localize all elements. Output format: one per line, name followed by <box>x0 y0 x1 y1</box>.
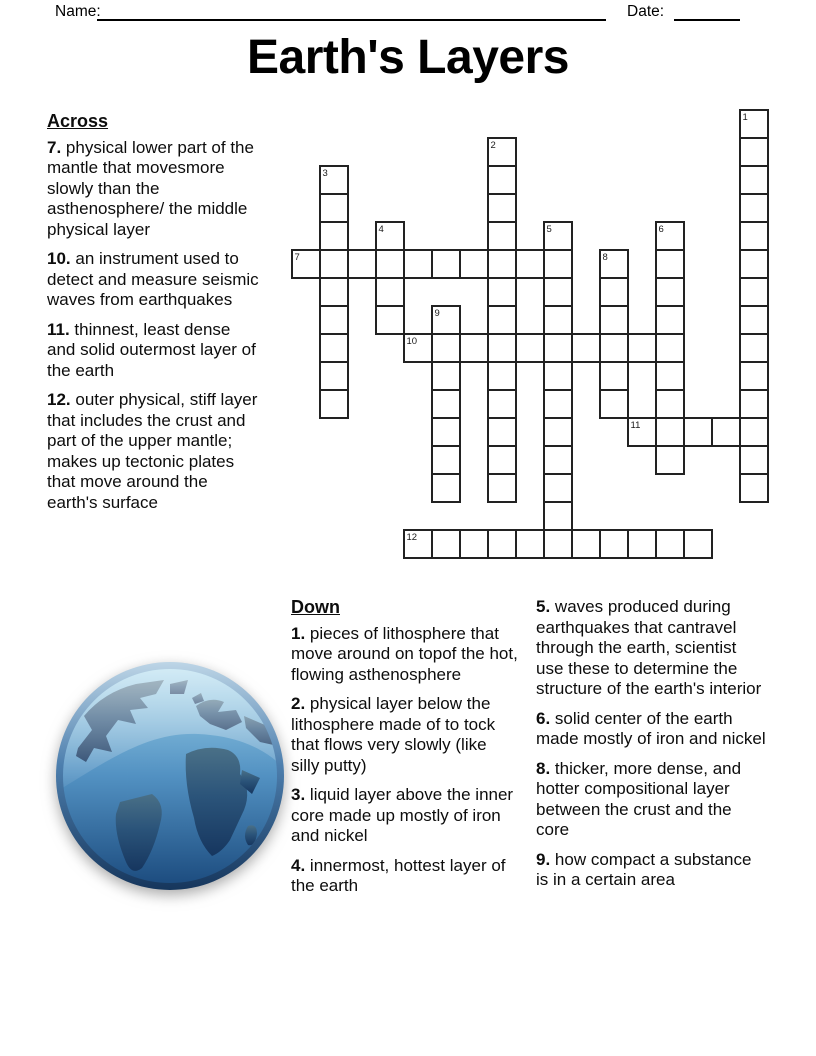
grid-cell <box>320 250 348 278</box>
grid-cell <box>516 530 544 558</box>
grid-cell <box>740 278 768 306</box>
clue-9: 9. how compact a substance is in a certain area <box>536 849 752 889</box>
grid-cell <box>600 278 628 306</box>
grid-cell <box>684 530 712 558</box>
grid-cell <box>740 194 768 222</box>
across-clues <box>47 138 259 514</box>
name-label: Name: <box>55 3 101 20</box>
grid-cell <box>460 334 488 362</box>
grid-cell <box>320 278 348 306</box>
grid-cell <box>628 530 656 558</box>
grid-cell <box>684 418 712 446</box>
grid-cell <box>376 250 404 278</box>
grid-cell <box>628 334 656 362</box>
grid-cell <box>740 166 768 194</box>
down-clues-col1 <box>291 624 519 897</box>
grid-cell <box>600 530 628 558</box>
grid-cell <box>740 474 768 502</box>
grid-cell <box>712 418 740 446</box>
clue-4: 4. innermost, hottest layer of the earth <box>291 855 506 895</box>
grid-cell <box>544 418 572 446</box>
down-section-col2 <box>536 597 768 900</box>
grid-cell <box>432 390 460 418</box>
grid-cell <box>320 334 348 362</box>
grid-cell <box>656 390 684 418</box>
grid-clue-number: 8 <box>602 252 608 263</box>
grid-cell <box>488 278 516 306</box>
grid-cell <box>488 446 516 474</box>
grid-clue-number: 3 <box>322 168 328 179</box>
grid-cell <box>544 502 572 530</box>
grid-cell <box>432 418 460 446</box>
earth-globe-icon <box>48 650 292 900</box>
grid-cell <box>740 306 768 334</box>
grid-cell <box>488 530 516 558</box>
grid-cell <box>656 446 684 474</box>
clue-10: 10. an instrument used to detect and measure seismic waves from earthquakes <box>47 249 259 309</box>
grid-cell <box>320 362 348 390</box>
grid-cell <box>488 418 516 446</box>
grid-cell <box>656 250 684 278</box>
grid-clue-number: 7 <box>294 252 300 263</box>
grid-cell <box>740 446 768 474</box>
grid-cell <box>488 362 516 390</box>
grid-cell <box>600 306 628 334</box>
clue-5: 5. waves produced during earthquakes that cantravel through the earth, scientist use these to determine the structure of the earth's interior <box>536 597 762 698</box>
clue-2: 2. physical layer below the lithosphere made of to tock that flows very slowly (like silly putty) <box>291 694 496 775</box>
grid-cell <box>460 530 488 558</box>
grid-cell <box>432 446 460 474</box>
grid-cell <box>656 530 684 558</box>
grid-cell <box>600 390 628 418</box>
grid-cell <box>320 194 348 222</box>
grid-cell <box>740 222 768 250</box>
grid-cell <box>544 278 572 306</box>
grid-cell <box>740 390 768 418</box>
grid-cell <box>544 334 572 362</box>
grid-cell <box>320 390 348 418</box>
clue-11: 11. thinnest, least dense and solid outermost layer of the earth <box>47 319 256 380</box>
grid-cell <box>656 334 684 362</box>
grid-cell <box>656 278 684 306</box>
grid-cell <box>516 334 544 362</box>
grid-cell <box>488 194 516 222</box>
grid-clue-number: 5 <box>546 224 552 235</box>
grid-clue-number: 2 <box>490 140 496 151</box>
clue-7: 7. physical lower part of the mantle that movesmore slowly than the asthenosphere/ the middle physical layer <box>47 137 254 239</box>
down-clues-col2 <box>536 597 768 891</box>
grid-clue-number: 9 <box>434 308 440 319</box>
down-heading: Down <box>291 597 340 617</box>
grid-cell <box>740 250 768 278</box>
clue-6: 6. solid center of the earth made mostly of iron and nickel <box>536 708 766 748</box>
grid-cell <box>544 474 572 502</box>
grid-cell <box>656 418 684 446</box>
grid-cell <box>516 250 544 278</box>
grid-cell <box>544 446 572 474</box>
grid-cell <box>488 474 516 502</box>
grid-cell <box>488 166 516 194</box>
grid-clue-number: 1 <box>742 112 748 123</box>
grid-clue-number: 11 <box>630 420 641 431</box>
grid-cell <box>544 306 572 334</box>
grid-cell <box>320 306 348 334</box>
grid-clue-number: 12 <box>406 532 418 543</box>
grid-cell <box>488 390 516 418</box>
grid-cell <box>740 334 768 362</box>
grid-clue-number: 4 <box>378 224 384 235</box>
grid-cell <box>740 362 768 390</box>
grid-cell <box>740 138 768 166</box>
grid-cell <box>376 278 404 306</box>
grid-cell <box>572 530 600 558</box>
grid-cell <box>572 334 600 362</box>
date-label: Date: <box>627 3 665 20</box>
grid-cell <box>656 306 684 334</box>
grid-cell <box>320 222 348 250</box>
grid-cell <box>488 250 516 278</box>
clue-8: 8. thicker, more dense, and hotter compositional layer between the crust and the core <box>536 758 742 839</box>
grid-cell <box>404 250 432 278</box>
grid-cell <box>656 362 684 390</box>
across-section <box>47 111 259 522</box>
grid-cell <box>460 250 488 278</box>
grid-cell <box>432 362 460 390</box>
grid-cell <box>488 222 516 250</box>
grid-cell <box>600 334 628 362</box>
grid-cell <box>600 362 628 390</box>
clue-12: 12. outer physical, stiff layer that includes the crust and part of the upper mantle; makes up tectonic plates that move around the earth's surface <box>47 390 258 512</box>
grid-clue-number: 10 <box>406 336 418 347</box>
down-section-col1 <box>291 597 519 906</box>
grid-cell <box>544 250 572 278</box>
clue-1: 1. pieces of lithosphere that move around on topof the hot, flowing asthenosphere <box>291 623 518 684</box>
grid-cell <box>544 362 572 390</box>
grid-cell <box>432 530 460 558</box>
clue-3: 3. liquid layer above the inner core made up mostly of iron and nickel <box>291 785 514 845</box>
grid-cell <box>488 306 516 334</box>
grid-cell <box>432 250 460 278</box>
grid-cell <box>348 250 376 278</box>
grid-cell <box>740 418 768 446</box>
grid-cell <box>544 390 572 418</box>
grid-cell <box>488 334 516 362</box>
across-heading: Across <box>47 111 109 131</box>
grid-cell <box>432 474 460 502</box>
grid-cell <box>432 334 460 362</box>
grid-cell <box>376 306 404 334</box>
page-title: Earth's Layers <box>247 31 569 84</box>
grid-clue-number: 6 <box>658 224 664 235</box>
grid-cell <box>544 530 572 558</box>
